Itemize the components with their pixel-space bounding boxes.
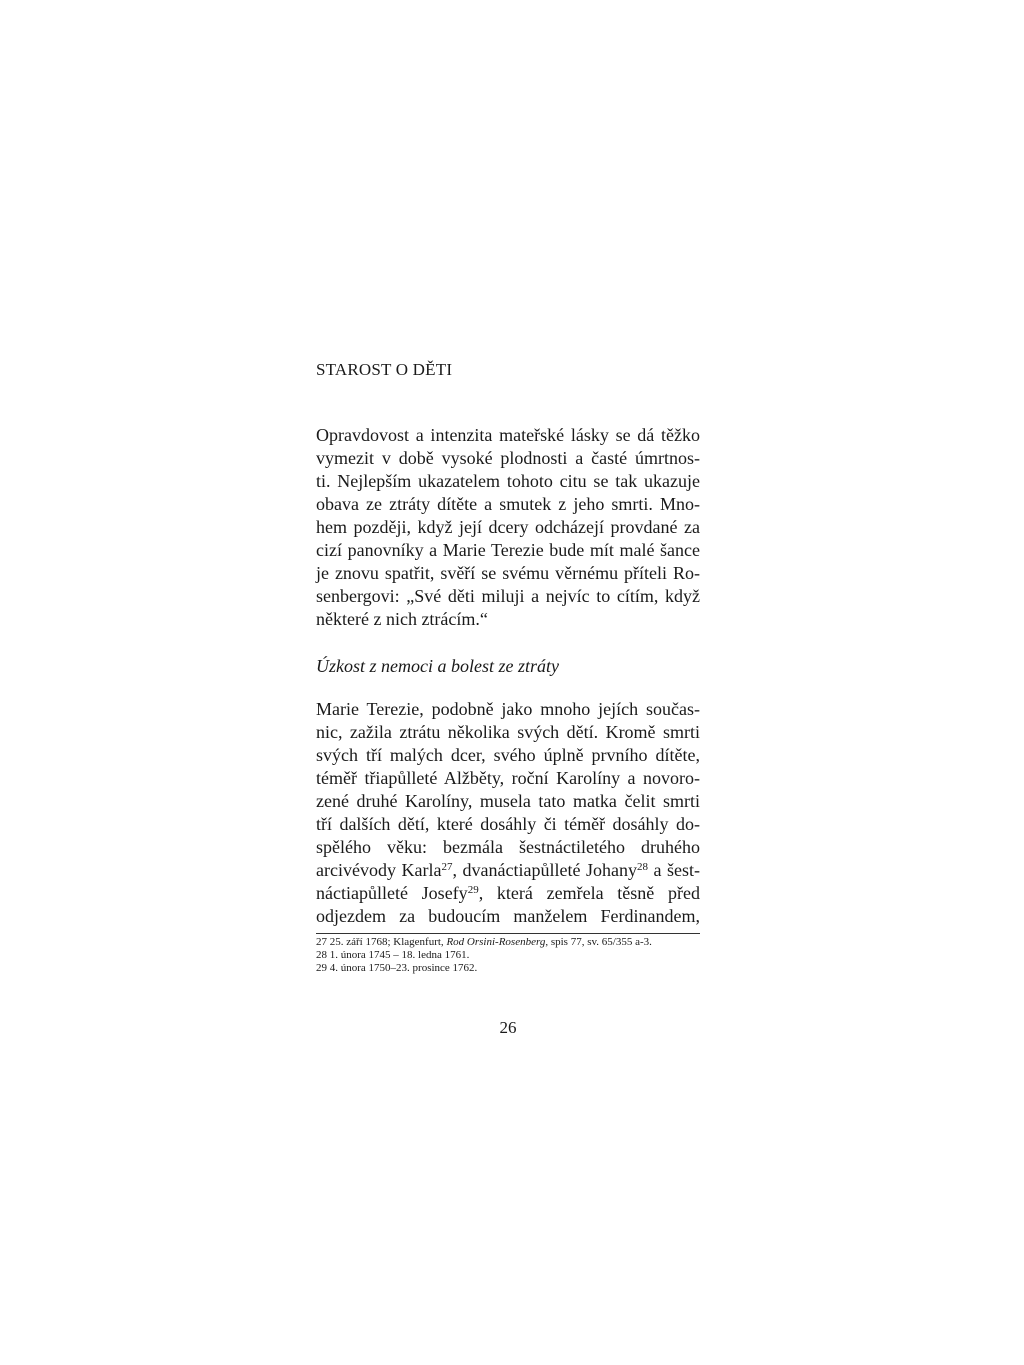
footnote-ref-29[interactable]: 29 (467, 884, 479, 896)
section-heading: Úzkost z nemoci a bolest ze ztráty (316, 656, 559, 676)
text-line: ti. Nejlepším ukazatelem tohoto citu se tak ukazuje (316, 471, 700, 491)
footnote-ref-28[interactable]: 28 (636, 861, 648, 873)
text-line: Marie Terezie, podobně jako mnoho jejích součas- (316, 699, 700, 719)
footnote-29: 29 4. února 1750–23. prosince 1762. (316, 962, 478, 974)
text-line: tří dalších dětí, které dosáhly či téměř dosáhly do- (316, 814, 700, 834)
text-line-with-footnote-ref (316, 882, 700, 905)
footnote-28: 28 1. února 1745 – 18. ledna 1761. (316, 949, 470, 961)
footnote-text: , spis 77, sv. 65/355 a-3. (545, 936, 652, 948)
text-line: Opravdovost a intenzita mateřské lásky se dá těžko (316, 425, 700, 445)
paragraph-2 (316, 698, 700, 928)
text-line: obava ze ztráty dítěte a smutek z jeho smrti. Mno- (316, 494, 700, 514)
footnote-italic-title: Rod Orsini-Rosenberg (446, 936, 546, 948)
text-line: svých tří malých dcer, svého úplně prvního dítěte, (316, 745, 700, 765)
text-line: senbergovi: „Své děti miluji a nejvíc to cítím, když (316, 586, 700, 606)
text-line: je znovu spatřit, svěří se svému věrnému příteli Ro- (316, 563, 700, 583)
text-fragment: náctiapůlleté Josefy (316, 883, 468, 903)
text-line: vymezit v době vysoké plodnosti a časté úmrtnos- (316, 448, 700, 468)
footnote-27 (316, 936, 716, 949)
text-fragment: a šest- (647, 860, 701, 880)
chapter-title: STAROST O DĚTI (316, 360, 453, 379)
text-line: zené druhé Karolíny, musela tato matka čelit smrti (316, 791, 700, 811)
text-line-with-footnote-refs (316, 859, 700, 882)
text-fragment: , která zemřela těsně před (478, 883, 700, 903)
text-line: cizí panovníky a Marie Terezie bude mít malé šance (316, 540, 700, 560)
text-fragment: arcivévody Karla (316, 860, 442, 880)
text-line: odjezdem za budoucím manželem Ferdinandem, (316, 906, 700, 926)
footnote-divider (316, 933, 700, 934)
text-fragment: , dvanáctiapůlleté Johany (452, 860, 637, 880)
footnote-ref-27[interactable]: 27 (441, 861, 453, 873)
paragraph-1 (316, 424, 700, 631)
text-line: spělého věku: bezmála šestnáctiletého druhého (316, 837, 700, 857)
text-line: nic, zažila ztrátu několika svých dětí. Kromě smrti (316, 722, 700, 742)
footnotes (316, 936, 716, 975)
text-line: hem později, když její dcery odcházejí provdané za (316, 517, 700, 537)
text-line: téměř třiapůlleté Alžběty, roční Karolíny a novoro- (316, 768, 700, 788)
page-number: 26 (499, 1018, 517, 1037)
text-line: některé z nich ztrácím.“ (316, 609, 488, 629)
footnote-text: 27 25. září 1768; Klagenfurt, (316, 936, 447, 948)
